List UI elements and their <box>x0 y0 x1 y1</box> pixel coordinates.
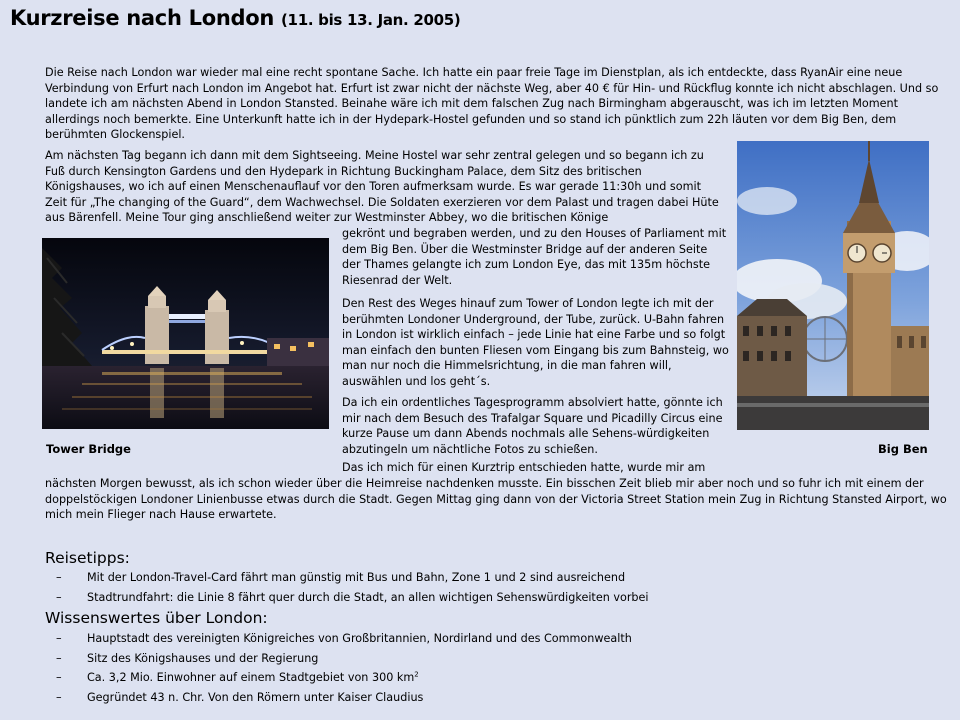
departure-paragraph-start: Das ich mich für einen Kurztrip entschieden hatte, wurde mir am <box>342 461 706 474</box>
intro-paragraph: Die Reise nach London war wieder mal eine recht spontane Sache. Ich hatte ein paar freie Tage im Dienstplan, als ich entdeckte, dass RyanAir eine neue Verbindung von Erfurt nach London im Angebot hat. Erfurt ist zwar nicht der nächste Weg, aber 40 € für Hin- und Rückflug konnte ich nicht abschlagen. Und so landete ich am nächsten Abend in London Stansted. Beinahe wäre ich mit dem falschen Zug nach Birmingham abgerauscht, was ich im letzten Moment allerdings noch bemerkte. Eine Unterkunft hatte ich in der Hydepark-Hostel gefunden und so stand ich pünktlich zum 22h läuten vor dem Big Ben, dem berühmten Glockenspiel. <box>45 66 939 142</box>
list-item: – Mit der London-Travel-Card fährt man günstig mit Bus und Bahn, Zone 1 und 2 sind ausreichend <box>56 571 626 584</box>
wissenswertes-list <box>56 629 632 708</box>
list-item: – Hauptstadt des vereinigten Königreiches von Großbritannien, Nordirland und des Commonwealth <box>56 632 632 645</box>
list-item: – Gegründet 43 n. Chr. Von den Römern unter Kaiser Claudius <box>56 691 424 705</box>
reisetipps-list <box>56 568 649 607</box>
title-main: Kurzreise nach London <box>10 6 274 30</box>
list-item: – Stadtrundfahrt: die Linie 8 fährt quer durch die Stadt, an allen wichtigen Sehenswürdigkeiten vorbei <box>56 590 649 604</box>
big-ben-caption: Big Ben <box>878 442 928 456</box>
title-date: (11. bis 13. Jan. 2005) <box>281 11 461 29</box>
tower-bridge-photo <box>42 238 329 429</box>
evening-paragraph: Da ich ein ordentliches Tagesprogramm absolviert hatte, gönnte ich mir nach dem Besuch des Trafalgar Square und Picadilly Circus eine kurze Pause um dann Abends nochmals alle Sehens-würdigkeiten abzutingeln um nächtliche Fotos zu schießen. <box>342 396 723 456</box>
wissenswertes-heading: Wissenswertes über London: <box>45 609 268 627</box>
page-title <box>10 6 460 30</box>
sightseeing-paragraph: Am nächsten Tag begann ich dann mit dem Sightseeing. Meine Hostel war sehr zentral gelegen und so begann ich zu Fuß durch Kensington Gardens und den Hydepark in Richtung Buckingham Palace, dem Sitz des britischen Königshauses, wo ich auf einen Menschenauflauf vor den Toren aufmerksam wurde. Es war gerade 11:30h und somit Zeit für „The changing of the Guard“, dem Wachwechsel. Die Soldaten exerzieren vor dem Palast und tragen dabei Hüte aus Bärenfell. Meine Tour ging anschließend weiter zur Westminster Abbey, wo die britischen Könige <box>45 149 719 225</box>
list-item: – Ca. 3,2 Mio. Einwohner auf einem Stadtgebiet von 300 $km^2$ <box>56 670 419 685</box>
underground-paragraph: Den Rest des Weges hinauf zum Tower of London legte ich mit der berühmten Londoner Underground, der Tube, zurück. U-Bahn fahren in London ist wirklich einfach – jede Linie hat eine Farbe und so folgt man einfach den bunten Fliesen vom Eingang bis zum Bahnsteig, wo man nur noch die Himmelsrichtung, in die man fahren will, auswählen und los geht´s. <box>342 297 729 388</box>
sightseeing-paragraph-cont: gekrönt und begraben werden, und zu den Houses of Parliament mit dem Big Ben. Über die Westminster Bridge auf der anderen Seite der Thames gelangte ich zum London Eye, das mit 135m höchste Riesenrad der Welt. <box>342 227 727 287</box>
reisetipps-heading: Reisetipps: <box>45 549 130 567</box>
list-item: – Sitz des Königshauses und der Regierung <box>56 651 319 665</box>
superscript-2: 2 <box>414 670 419 679</box>
big-ben-photo <box>737 141 929 430</box>
tower-bridge-caption: Tower Bridge <box>46 442 131 456</box>
departure-paragraph: nächsten Morgen bewusst, als ich schon wieder über die Heimreise nachdenken musste. Ein bisschen Zeit blieb mir aber noch und so fuhr ich mit einem der doppelstöckigen Londoner Linienbusse etwas durch die Stadt. Gegen Mittag ging dann von der Victoria Street Station mein Zug in Richtung Stansted Airport, wo mich mein Flieger nach Hause erwartete. <box>45 477 947 522</box>
